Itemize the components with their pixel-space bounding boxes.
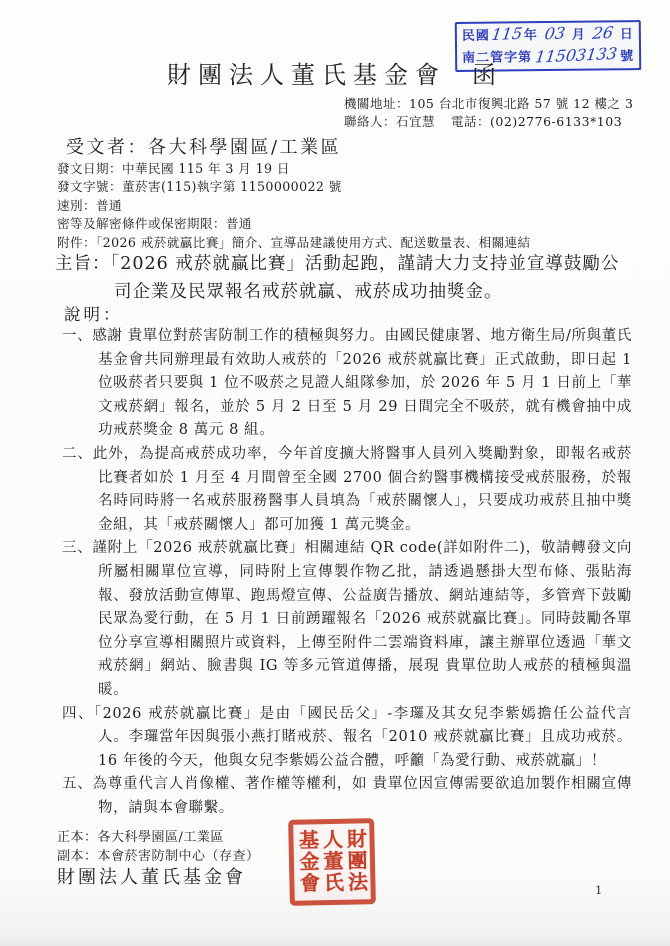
explanation-item-5 [62, 773, 632, 820]
issue-date-label: 發文日期： [57, 161, 122, 176]
contact-block [344, 95, 633, 131]
stamp-year-handwritten: 115 [490, 23, 524, 45]
copy-recipient-line: 副本：本會菸害防制中心（存查） [57, 848, 260, 864]
stamp-ref-label: 南二管字第 [462, 50, 533, 66]
recipient-label: 受文者： [66, 137, 148, 158]
ref-number-line [57, 178, 531, 196]
item-1-text: 感謝 貴單位對菸害防制工作的積極與努力。由國民健康署、地方衛生局/所與董氏基金會共同辦理最有效助人戒菸的「2026 戒菸就贏比賽」正式啟動，即日起 1 位吸菸者只要與 1 位不吸菸之見證人組隊參加，於 2026 年 5 月 1 日前上「華文戒菸網」報名，並於 5 月 2 日至 5 月 29 日間完全不吸菸，就有機會抽中成功戒菸獎金 8 萬元 8 組。 [92, 328, 632, 439]
item-1-number: 一、 [62, 328, 93, 344]
stamp-day-label: 日 [619, 27, 634, 43]
explanation-item-4 [62, 703, 632, 774]
attachment-label: 附件： [57, 234, 96, 250]
org-signature: 財團法人董氏基金會 [57, 867, 246, 888]
foundation-seal [288, 818, 376, 906]
person-label: 聯絡人： [344, 114, 397, 129]
item-3-text: 謹附上「2026 戒菸就贏比賽」相關連結 QR code(詳如附件二)，敬請轉發文向所屬相關單位宣導，同時附上宣傳製作物乙批，請透過懸掛大型布條、張貼海報、發放活動宣傳單、跑馬燈宣傳、公益廣告播放、網站連結等，多管齊下鼓勵民眾為愛行動，在 5 月 1 日前踴躍報名「2026 戒菸就贏比賽」。同時鼓勵各單位分享宣導相關照片或資料，上傳至附件二雲端資料庫，讓主辦單位透過「華文戒菸網」網站、臉書與 IG 等多元管道傳播，展現 貴單位助人戒菸的積極與溫暖。 [92, 540, 632, 698]
explanation-item-1 [62, 325, 632, 443]
doc-type-label: 函 [472, 61, 503, 89]
explanation-item-3 [62, 537, 632, 702]
subject-block [55, 250, 633, 306]
phone-value: (02)2776-6133*103 [490, 114, 623, 129]
security-label: 密等及解密條件或保密期限： [57, 216, 226, 232]
agency-address-line [344, 95, 633, 113]
priority-label: 速別： [57, 197, 96, 213]
explanation-item-2 [62, 443, 632, 537]
address-label: 機關地址： [344, 96, 410, 111]
recipient-line [66, 133, 341, 159]
stamp-ref-number-handwritten: 11503133 [533, 43, 619, 67]
item-2-number: 二、 [62, 445, 93, 462]
meta-block [57, 160, 531, 252]
item-5-number: 五、 [62, 776, 93, 793]
page-number: 1 [595, 883, 603, 897]
stamp-ref-suffix: 號 [620, 49, 635, 65]
item-4-text: 「2026 戒菸就贏比賽」是由「國民岳父」-李㼈及其女兒李紫嫣擔任公益代言人。李㼈當年因與張小燕打賭戒菸、報名「2010 戒菸就贏比賽」且成功戒菸。16 年後的今天，他與女兒李紫嫣公益合體，呼籲「為愛行動、戒菸就贏」！ [93, 705, 632, 769]
document-title [0, 55, 670, 90]
priority-value: 普通 [95, 197, 122, 213]
stamp-month-label: 月 [571, 27, 586, 43]
contact-person-line [344, 113, 633, 131]
phone-label: 電話： [451, 114, 491, 129]
explanation-label: 說明： [64, 305, 123, 324]
item-5-text: 為尊重代言人肖像權、著作權等權利，如 貴單位因宣傳需要欲追加製作相關宣傳物，請與本會聯繫。 [92, 776, 632, 816]
explanation-items [62, 325, 632, 820]
org-name: 財團法人董氏基金會 [167, 61, 446, 89]
issue-date-value: 中華民國 115 年 3 月 19 日 [121, 161, 290, 176]
person-value: 石宜慧 [396, 114, 436, 129]
stamp-month-handwritten: 03 [543, 23, 567, 44]
ref-number-label: 發文字號： [57, 179, 122, 195]
stamp-year-label: 年 [523, 28, 538, 44]
ref-number-value: 董菸害(115)執字第 1150000022 號 [121, 179, 342, 195]
address-value: 105 台北市復興北路 57 號 12 樓之 3 [409, 96, 634, 111]
subject-value: 「2026 戒菸就贏比賽」活動起跑，謹請大力支持並宣導鼓勵公司企業及民眾報名戒菸就贏、戒菸成功抽獎金。 [110, 254, 620, 302]
stamp-era-label: 民國 [461, 28, 490, 44]
subject-label: 主旨： [55, 254, 111, 274]
foundation-seal-text: 財團法人董氏基金會 [295, 828, 369, 895]
security-line [57, 215, 531, 233]
item-2-text: 此外，為提高戒菸成功率，今年首度擴大將醫事人員列入獎勵對象，即報名戒菸比賽者如於 1 月至 4 月間曾至全國 2700 個合約醫事機構接受戒菸服務，於報名時同時將一名戒菸服務醫事人員填為「戒菸關懷人」，只要成功戒菸且抽中獎金組，其「戒菸關懷人」都可加獲 1 萬元獎金。 [92, 445, 632, 533]
security-value: 普通 [225, 216, 252, 232]
attachment-value: 「2026 戒菸就贏比賽」簡介、宣導品建議使用方式、配送數量表、相關連結 [95, 234, 531, 250]
item-4-number: 四、 [62, 705, 94, 722]
priority-line [57, 197, 531, 215]
original-recipient-line: 正本：各大科學園區/工業區 [57, 830, 224, 845]
distribution-block [57, 829, 260, 866]
subject-text [55, 250, 633, 306]
recipient-value: 各大科學園區/工業區 [148, 137, 342, 158]
item-3-number: 三、 [62, 540, 93, 557]
stamp-day-handwritten: 26 [591, 22, 615, 43]
issue-date-line [57, 160, 531, 178]
